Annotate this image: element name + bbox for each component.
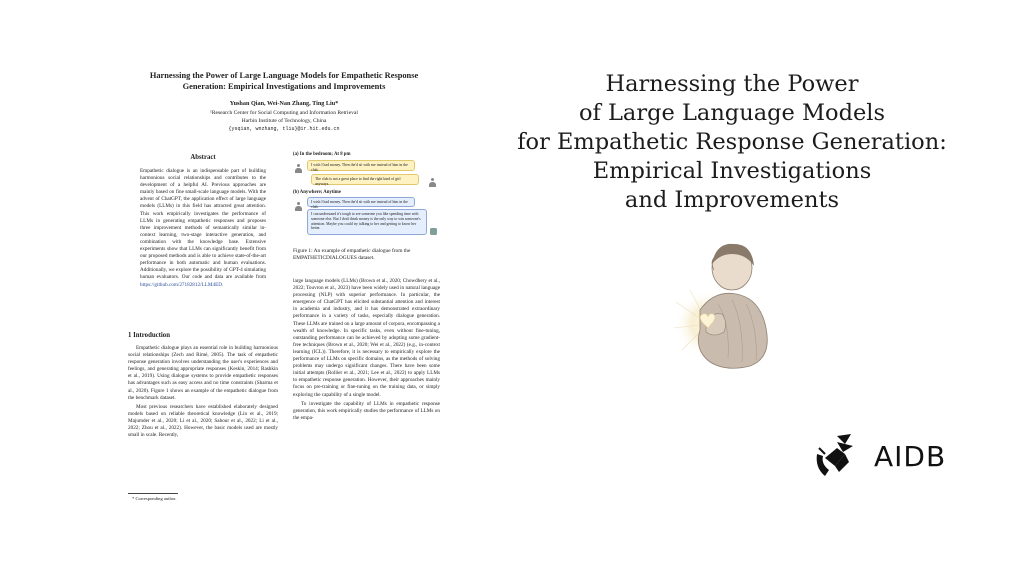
- code-link[interactable]: https://github.com/27182812/LLM4ED.: [140, 281, 224, 288]
- bee-icon: [815, 432, 855, 480]
- intro-paragraph-1: Empathetic dialogue plays an essential role in building harmonious social relationships (Zech and Rimé, 2005). The task of empathetic response generation involves understanding the user's experiences and feelings, and generating appropriate responses (Keskin, 2014; Rashkin et al., 2019). Using dialogue systems to provide empathetic responses has advantages such as easy access and no time constraints (Sharma et al., 2020). Figure 1 shows an example of the empathetic dialogue from the benchmark dataset.: [128, 345, 278, 401]
- paper-authors: Yushan Qian, Wei-Nan Zhang, Ting Liu*: [229, 100, 339, 107]
- paper-thumbnail: [128, 60, 440, 512]
- intro-text: [128, 345, 278, 441]
- abstract-text: [140, 168, 266, 289]
- headline: [510, 70, 954, 215]
- figure-scene-b-header: (b) Anywhere; Anytime: [293, 190, 341, 195]
- child-holding-glowing-heart-illustration: [670, 232, 780, 372]
- abstract-heading: Abstract: [190, 154, 216, 161]
- scene-a-user-message: I wish I had money. Then the'd sit with me instead of him in the club.: [307, 160, 415, 171]
- intro-heading: 1 Introduction: [128, 332, 170, 339]
- headline-line-1: Harnessing the Power: [605, 71, 859, 97]
- scene-b-ai-reply: I can understand it's tough to see someone you like spending time with someone else. But I don't think money is the only way to win someone's attention. Maybe you could try talking to her and getting to know her better.: [307, 209, 427, 235]
- paper-title-line-2: Generation: Empirical Investigations and Improvements: [182, 82, 386, 91]
- figure-1: [293, 152, 440, 238]
- headline-line-4: Empirical Investigations: [592, 158, 872, 184]
- intro-paragraph-2: Most previous researchers have established elaborately designed models based on reliable theoretical knowledge (Lin et al., 2019; Majumder et al., 2020; Li et al., 2020; Sabour et al., 2022; Li et al., 2022; Zhou et al., 2022). However, the basic models used are mostly small in scale. Recently,: [128, 403, 278, 439]
- headline-line-5: and Improvements: [624, 187, 840, 213]
- scene-a-reply-message: The club is not a great place to find the right kind of girl anyways.: [311, 174, 419, 185]
- affiliation-line-2: Harbin Institute of Technology, China: [241, 117, 327, 124]
- right-paragraph-1: large language models (LLMs) (Brown et al., 2020; Chowdhery et al., 2022; Touvron et al., 2023) have been widely used in natural language processing (NLP) with superior performance. In particular, the emergence of ChatGPT has elicited substantial attention and interest in academia and industry, and it has demonstrated extraordinary performance in a variety of tasks, especially dialogue generation. These LLMs are trained on a large amount of corpora, encompassing a wealth of knowledge. In specific tasks, even without fine-tuning, outstanding performance can be achieved by adopting some gradient-free techniques (Brown et al., 2020; Wei et al., 2022) (e.g., in-context learning (ICL)). Therefore, it is necessary to empirically explore the performance of LLMs on specific domains, as the methods of solving problems may undergo significant changes. There have been some initial attempts (Rollier et al., 2021; Lee et al., 2022) to apply LLMs to empathetic response generation. However, their approaches mainly focus on pre-training or fine-tuning on the training data, or simply exploring the capability of a single model.: [293, 278, 440, 398]
- user-icon: [295, 202, 302, 211]
- right-column-text: [293, 278, 440, 422]
- abstract-body: Empathetic dialogue is an indispensable part of building harmonious social relationships and contributes to the development of a helpful AI. Previous approaches are mainly based on fine small-scale language models. With the advent of ChatGPT, the application effect of large language models (LLMs) in this field has attracted great attention. This work empirically investigates the performance of LLMs in generating empathetic responses and proposes three improvement methods of semantically similar in-context learning, two-stage interactive generation, and combination with the knowledge base. Extensive experiments show that LLMs can significantly benefit from our proposed methods and is able to achieve state-of-the-art performance in both automatic and human evaluations. Additionally, we explore the possibility of GPT-4 simulating human evaluators. Our code and data are available from: [140, 168, 266, 281]
- footnote-rule: [128, 493, 178, 494]
- paper-affiliation: [128, 110, 440, 125]
- headline-line-3: for Empathetic Response Generation:: [517, 129, 947, 155]
- user-icon: [295, 164, 302, 173]
- figure-scene-a-header: (a) In the bedroom; At 8 pm: [293, 152, 351, 157]
- brand-name: AIDB: [874, 440, 947, 473]
- headline-line-2: of Large Language Models: [578, 100, 886, 126]
- figure-caption: Figure 1: An example of empathetic dialogue from the EMPATHETICDIALOGUES dataset.: [293, 248, 411, 262]
- paper-title-line-1: Harnessing the Power of Large Language Models for Empathetic Response: [149, 71, 419, 80]
- right-paragraph-2: To investigate the capability of LLMs in empathetic response generation, this work empirically studies the performance of LLMs on the empa-: [293, 400, 440, 421]
- paper-emails: {ysqian, wnzhang, tliu}@ir.hit.edu.cn: [228, 126, 340, 132]
- affiliation-line-1: ¹Research Center for Social Computing and Information Retrieval: [210, 110, 358, 116]
- scene-b-user-message: I wish I had money. Then the'd sit with me instead of him in the club.: [307, 197, 415, 207]
- paper-title: [128, 70, 440, 92]
- listener-icon: [429, 178, 436, 187]
- footnote: * Corresponding author.: [132, 496, 177, 501]
- robot-icon: [430, 228, 437, 235]
